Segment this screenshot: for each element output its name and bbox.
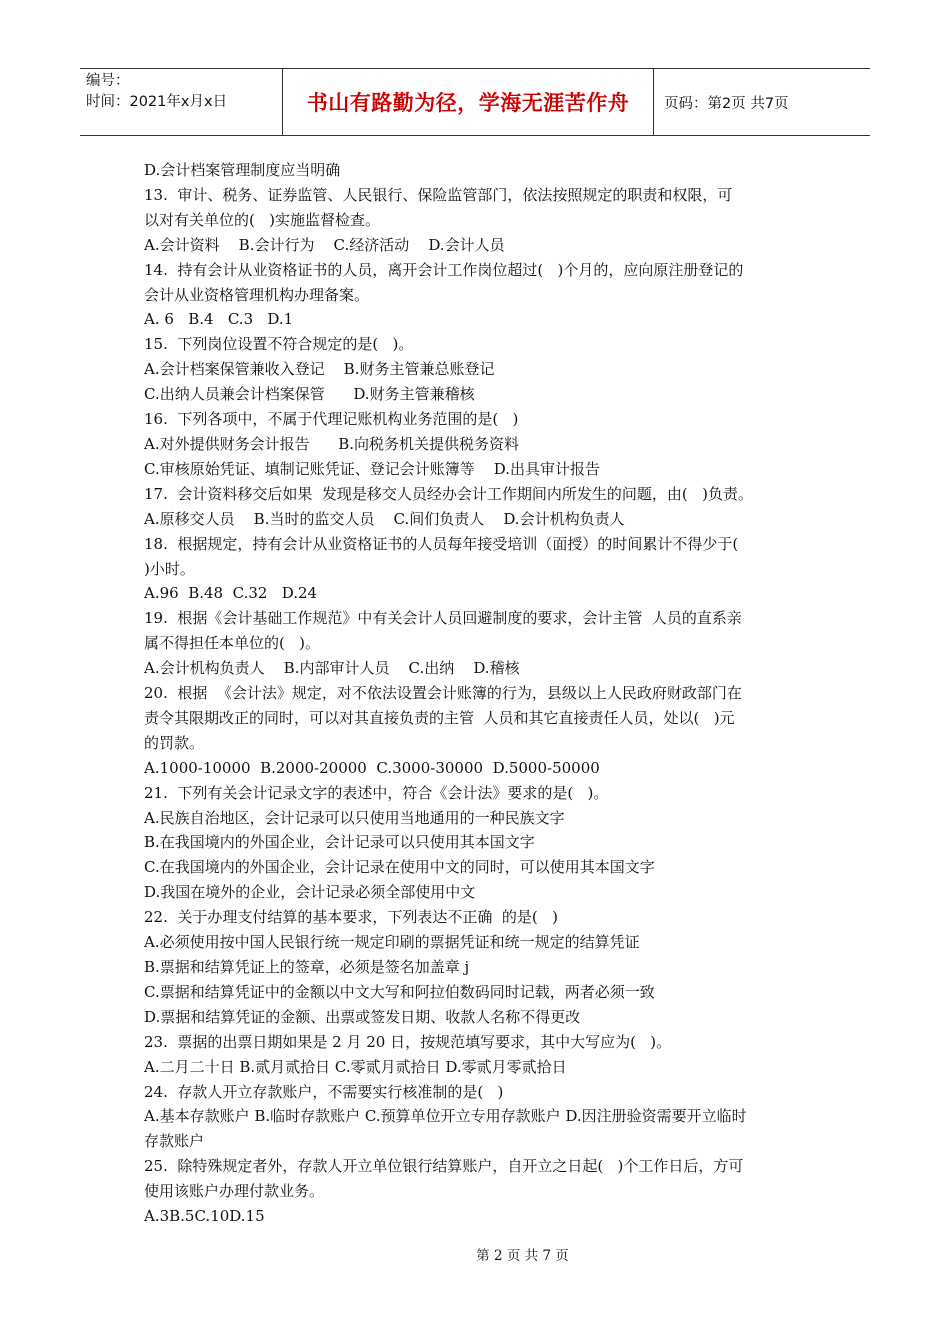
page-footer xyxy=(0,1244,950,1264)
text-line: A.会计机构负责人 B.内部审计人员 C.出纳 D.稽核 xyxy=(144,659,520,678)
text-line: 17. 会计资料移交后如果 发现是移交人员经办会计工作期间内所发生的问题，由( )负责。 xyxy=(144,484,753,503)
text-line: 21. 下列有关会计记录文字的表述中，符合《会计法》要求的是( )。 xyxy=(144,783,609,802)
text-line: D.我国在境外的企业，会计记录必须全部使用中文 xyxy=(144,883,476,902)
page-header xyxy=(80,68,870,136)
text-line: A.会计档案保管兼收入登记 B.财务主管兼总账登记 xyxy=(144,360,495,379)
text-line: A.民族自治地区，会计记录可以只使用当地通用的一种民族文字 xyxy=(144,808,565,827)
document-body xyxy=(144,158,812,1229)
text-line: A.1000-10000 B.2000-20000 C.3000-30000 D.5000-50000 xyxy=(144,758,600,777)
document-date-label: 时间：2021年x月x日 xyxy=(86,94,228,110)
text-line: 18. 根据规定，持有会计从业资格证书的人员每年接受培训（面授）的时间累计不得少于( xyxy=(144,534,739,553)
text-line: 22. 关于办理支付结算的基本要求，下列表达不正确 的是( ) xyxy=(144,908,558,927)
header-meta xyxy=(80,69,282,135)
text-line: C.票据和结算凭证中的金额以中文大写和阿拉伯数码同时记载，两者必须一致 xyxy=(144,982,655,1001)
header-motto: 书山有路勤为径，学海无涯苦作舟 xyxy=(282,69,654,135)
text-line: A.3B.5C.10D.15 xyxy=(144,1207,265,1226)
text-line: A.对外提供财务会计报告 B.向税务机关提供税务资料 xyxy=(144,434,520,453)
text-line: B.在我国境内的外国企业，会计记录可以只使用其本国文字 xyxy=(144,833,535,852)
text-line: C.审核原始凭证、填制记账凭证、登记会计账簿等 D.出具审计报告 xyxy=(144,459,601,478)
text-line: )小时。 xyxy=(144,559,195,578)
text-line: A.96 B.48 C.32 D.24 xyxy=(144,584,318,603)
text-line: A.原移交人员 B.当时的监交人员 C.间们负责人 D.会计机构负责人 xyxy=(144,509,625,528)
footer-page-number: 第 2 页 共 7 页 xyxy=(476,1248,569,1264)
text-line: A.二月二十日 B.贰月贰拾日 C.零贰月贰拾日 D.零贰月零贰拾日 xyxy=(144,1057,567,1076)
text-line: 以对有关单位的( )实施监督检查。 xyxy=(144,210,381,229)
text-line: 14. 持有会计从业资格证书的人员，离开会计工作岗位超过( )个月的，应向原注册登记的 xyxy=(144,260,744,279)
text-line: 会计从业资格管理机构办理备案。 xyxy=(144,285,370,304)
text-line: 属不得担任本单位的( )。 xyxy=(144,634,321,653)
text-line: A.会计资料 B.会计行为 C.经济活动 D.会计人员 xyxy=(144,235,505,254)
text-line: D.票据和结算凭证的金额、出票或签发日期、收款人名称不得更改 xyxy=(144,1007,581,1026)
header-page-info: 页码：第2页 共7页 xyxy=(664,95,789,112)
text-line: A. 6 B.4 C.3 D.1 xyxy=(144,310,294,329)
text-line: 的罚款。 xyxy=(144,733,205,752)
text-line: 使用该账户办理付款业务。 xyxy=(144,1182,325,1201)
text-line: 16. 下列各项中，不属于代理记账机构业务范围的是( ) xyxy=(144,410,519,429)
text-line: D.会计档案管理制度应当明确 xyxy=(144,161,341,179)
text-line: B.票据和结算凭证上的签章，必须是签名加盖章 j xyxy=(144,958,470,976)
text-line: 19. 根据《会计基础工作规范》中有关会计人员回避制度的要求，会计主管 人员的直系亲 xyxy=(144,609,742,628)
text-line: 15. 下列岗位设置不符合规定的是( )。 xyxy=(144,335,414,354)
text-line: 25. 除特殊规定者外，存款人开立单位银行结算账户，自开立之日起( )个工作日后，方可 xyxy=(144,1157,744,1176)
text-line: 存款账户 xyxy=(144,1132,205,1151)
text-line: A.必须使用按中国人民银行统一规定印刷的票据凭证和统一规定的结算凭证 xyxy=(144,933,640,952)
text-line: 责令其限期改正的同时，可以对其直接负责的主管 人员和其它直接责任人员，处以( )元 xyxy=(144,708,735,727)
text-line: C.在我国境内的外国企业，会计记录在使用中文的同时，可以使用其本国文字 xyxy=(144,858,655,877)
document-number-label: 编号： xyxy=(86,73,130,89)
text-line: C.出纳人员兼会计档案保管 D.财务主管兼稽核 xyxy=(144,385,475,404)
text-line: 13. 审计、税务、证券监管、人民银行、保险监管部门，依法按照规定的职责和权限，可 xyxy=(144,185,733,204)
text-line: 20. 根据 《会计法》规定，对不依法设置会计账簿的行为，县级以上人民政府财政部门在 xyxy=(144,684,742,703)
text-line: 24. 存款人开立存款账户，不需要实行核准制的是( ) xyxy=(144,1082,504,1101)
text-line: 23. 票据的出票日期如果是 2 月 20 日，按规范填写要求，其中大写应为( )。 xyxy=(144,1032,672,1051)
text-line: A.基本存款账户 B.临时存款账户 C.预算单位开立专用存款账户 D.因注册验资需要开立临时 xyxy=(144,1107,747,1126)
